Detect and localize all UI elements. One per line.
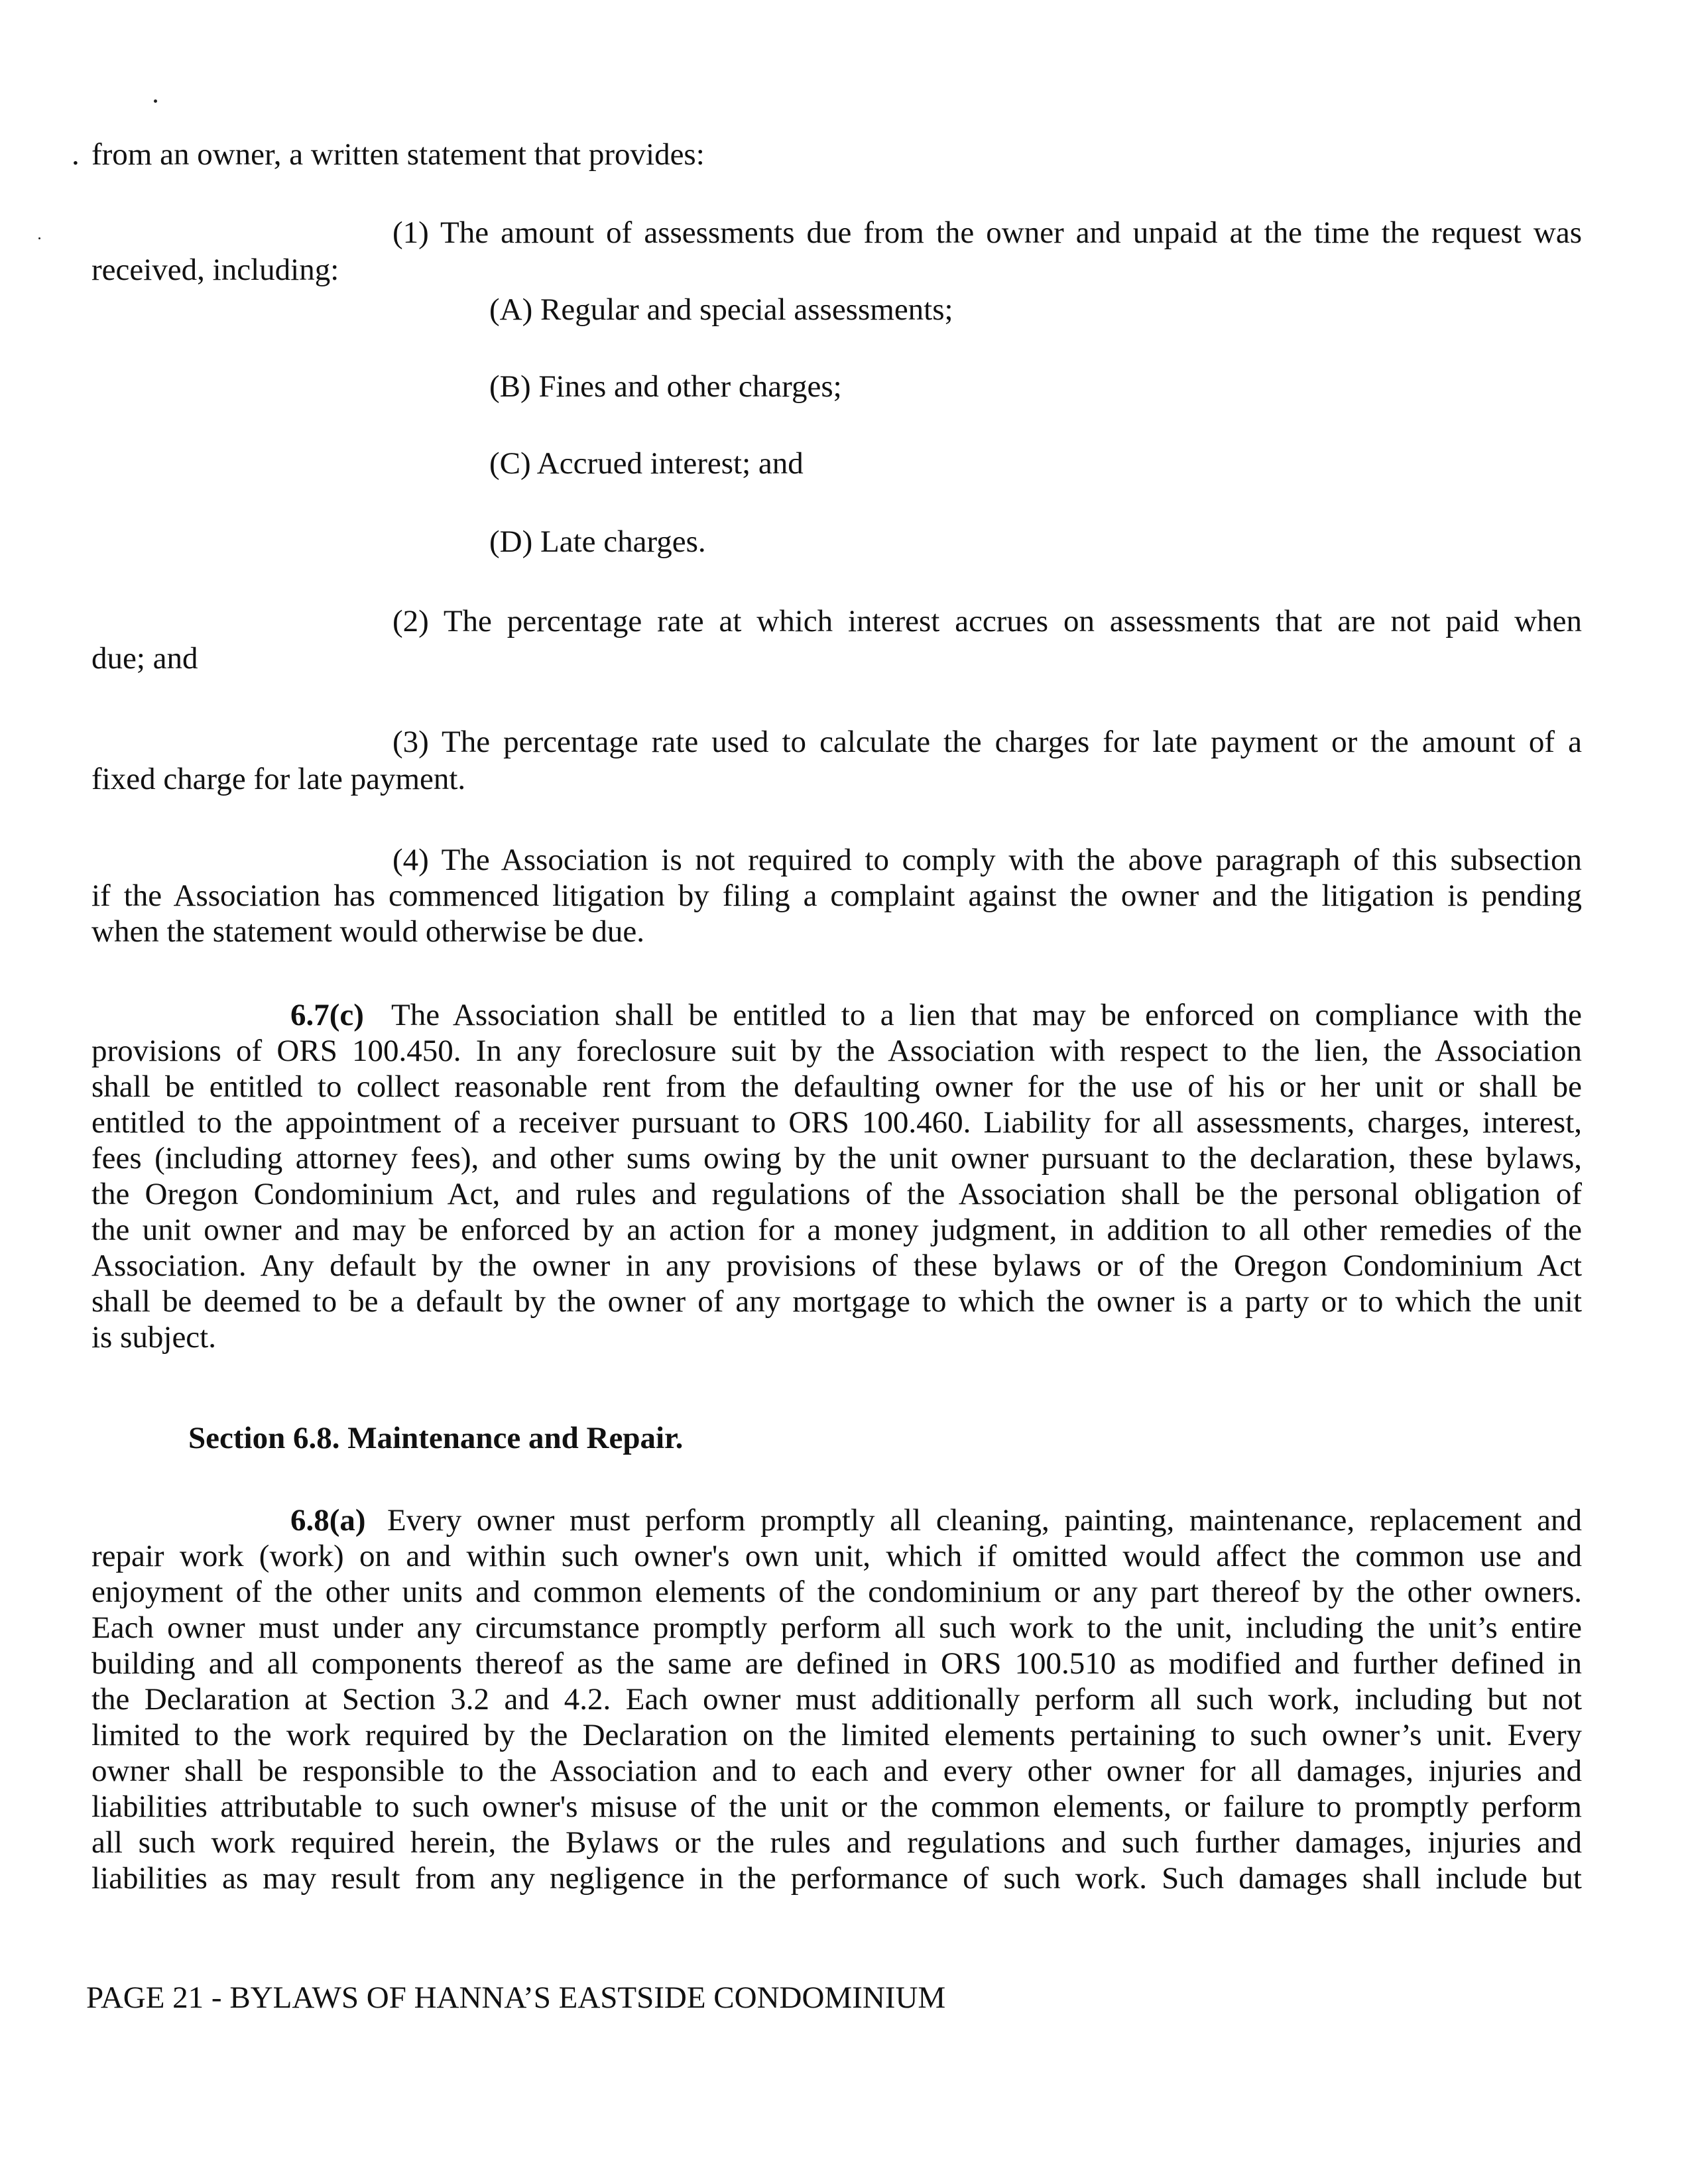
para-6-8a-line-5: building and all components thereof as the same are defined in ORS 100.510 as modified and further defined in [91, 1646, 1582, 1681]
page-footer: PAGE 21 - BYLAWS OF HANNA’S EASTSIDE CONDOMINIUM [86, 1980, 946, 2015]
para-6-7c-line-4: entitled to the appointment of a receiver pursuant to ORS 100.460. Liability for all assessments, charges, interest, [91, 1105, 1582, 1140]
item-1-line-2: received, including: [91, 253, 339, 287]
intro-text: from an owner, a written statement that provides: [91, 137, 705, 172]
para-6-8a-line-2: repair work (work) on and within such owner's own unit, which if omitted would affect the common use and [91, 1539, 1582, 1573]
para-6-8a-line-4: Each owner must under any circumstance promptly perform all such work to the unit, including the unit’s entire [91, 1610, 1582, 1645]
intro-bullet: . [72, 137, 80, 172]
item-4-line-1: (4) The Association is not required to comply with the above paragraph of this subsection [392, 843, 1582, 877]
para-6-7c-line-9: shall be deemed to be a default by the owner of any mortgage to which the owner is a party or to which the unit [91, 1284, 1582, 1319]
para-6-8a-line-6: the Declaration at Section 3.2 and 4.2. Each owner must additionally perform all such work, including but not [91, 1682, 1582, 1717]
subitem-a: (A) Regular and special assessments; [489, 292, 953, 327]
section-6-8-heading: Section 6.8. Maintenance and Repair. [188, 1421, 684, 1455]
para-6-7c-line-7: the unit owner and may be enforced by an action for a money judgment, in addition to all other remedies of the [91, 1213, 1582, 1247]
para-6-8a-line-9: liabilities attributable to such owner's misuse of the unit or the common elements, or failure to promptly perform [91, 1790, 1582, 1824]
para-6-8a-label: 6.8(a) [290, 1503, 366, 1538]
para-6-7c-line-1: The Association shall be entitled to a lien that may be enforced on compliance with the [391, 998, 1582, 1032]
subitem-c: (C) Accrued interest; and [489, 446, 804, 481]
subitem-b: (B) Fines and other charges; [489, 369, 842, 404]
item-3-line-1: (3) The percentage rate used to calculate the charges for late payment or the amount of a [392, 725, 1582, 759]
item-4-line-3: when the statement would otherwise be due. [91, 914, 645, 949]
subitem-d: (D) Late charges. [489, 524, 706, 559]
item-2-line-2: due; and [91, 641, 198, 676]
item-3-line-2: fixed charge for late payment. [91, 762, 466, 796]
para-6-7c-line-5: fees (including attorney fees), and other sums owing by the unit owner pursuant to the declaration, these bylaws, [91, 1141, 1582, 1176]
para-6-7c-label: 6.7(c) [290, 998, 364, 1032]
item-1-line-1: (1) The amount of assessments due from the owner and unpaid at the time the request was [392, 215, 1582, 250]
para-6-7c-line-10: is subject. [91, 1320, 216, 1355]
para-6-8a-line-3: enjoyment of the other units and common elements of the condominium or any part thereof by the other owners. [91, 1575, 1582, 1609]
para-6-7c-line-8: Association. Any default by the owner in any provisions of these bylaws or of the Oregon Condominium Act [91, 1248, 1582, 1283]
para-6-7c-line-3: shall be entitled to collect reasonable rent from the defaulting owner for the use of his or her unit or shall be [91, 1069, 1582, 1104]
item-4-line-2: if the Association has commenced litigation by filing a complaint against the owner and the litigation is pending [91, 879, 1582, 913]
item-2-line-1: (2) The percentage rate at which interest accrues on assessments that are not paid when [392, 604, 1582, 638]
para-6-8a-line-11: liabilities as may result from any negligence in the performance of such work. Such damages shall include but [91, 1861, 1582, 1896]
para-6-8a-line-1: Every owner must perform promptly all cleaning, painting, maintenance, replacement and [387, 1503, 1582, 1538]
para-6-8a-line-8: owner shall be responsible to the Association and to each and every other owner for all damages, injuries and [91, 1754, 1582, 1788]
para-6-7c-line-6: the Oregon Condominium Act, and rules and regulations of the Association shall be the personal obligation of [91, 1177, 1582, 1211]
para-6-8a-line-10: all such work required herein, the Bylaws or the rules and regulations and such further damages, injuries and [91, 1825, 1582, 1860]
scan-speck [38, 237, 40, 239]
scan-speck [154, 99, 157, 103]
para-6-7c-line-2: provisions of ORS 100.450. In any foreclosure suit by the Association with respect to the lien, the Association [91, 1034, 1582, 1068]
para-6-8a-line-7: limited to the work required by the Declaration on the limited elements pertaining to such owner’s unit. Every [91, 1718, 1582, 1752]
